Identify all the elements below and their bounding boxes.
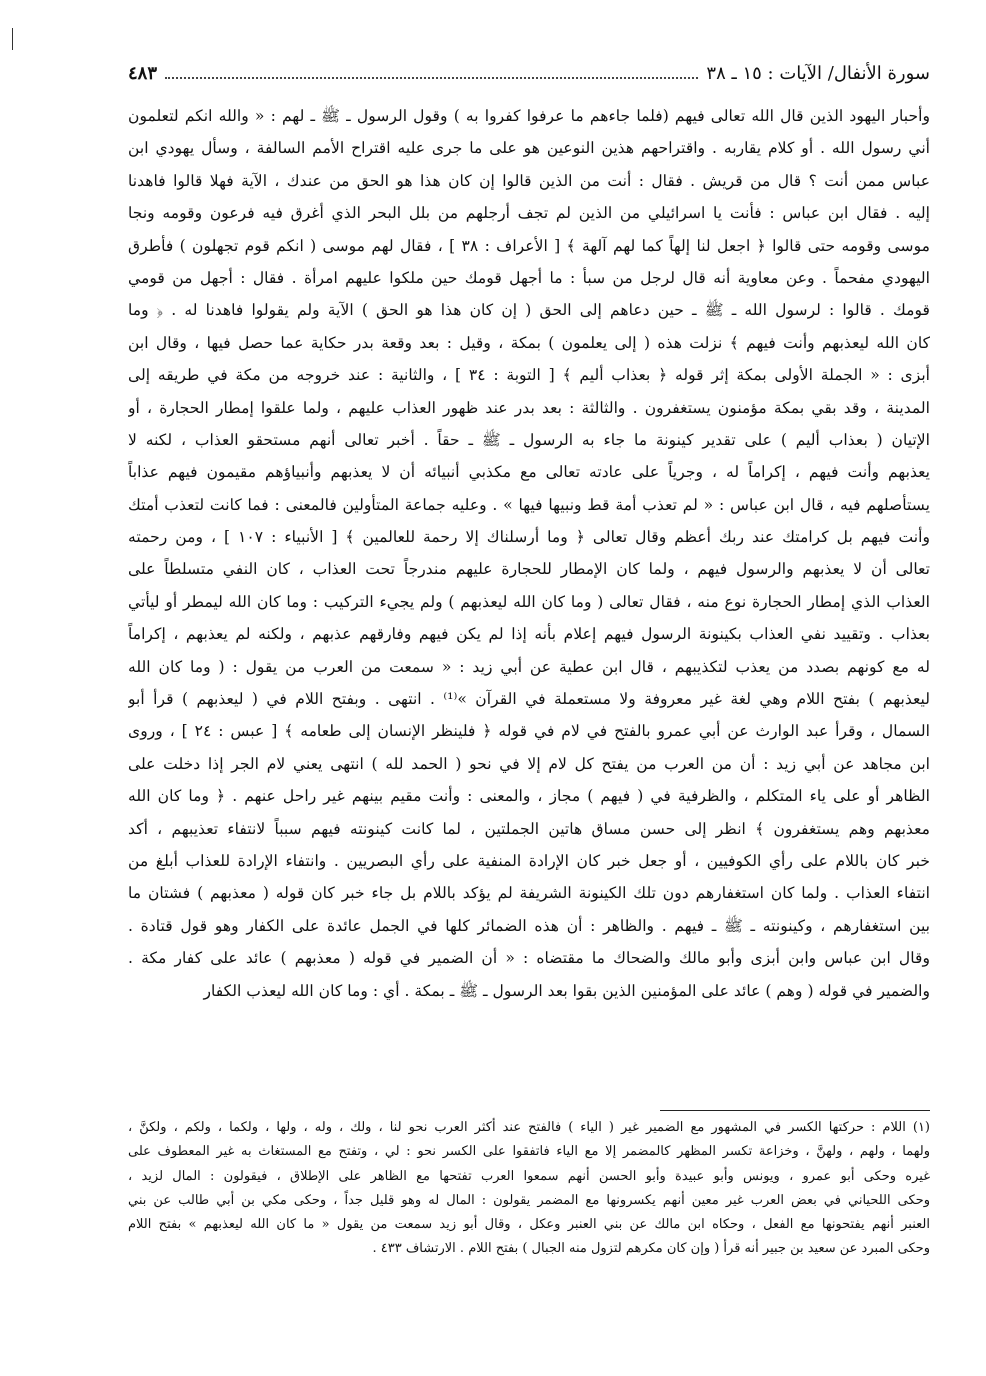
text-line: معذبهم وهم يستغفرون ﴾ انظر إلى حسن مساق هاتين الجملتين ، لما كانت كينونته فيهم سبباً لانتفاء تعذيبهم ، أكد <box>128 819 930 838</box>
text-line: المدينة ، وقد بقي بمكة مؤمنون يستغفرون . والثالثة : بعد بدر عند ظهور العذاب عليهم ، ولما علقوا إمطار الحجارة ، أو <box>128 398 930 417</box>
text-line: السمال ، وقرأ عبد الوارث عن أبي عمرو بالفتح في لام في قوله ﴿ فلينظر الإنسان إلى طعامه ﴾ [ عبس : ٢٤ ] ، وروى <box>128 722 930 741</box>
header-dot-leader <box>165 67 698 79</box>
text-line: موسى وقومه حتى قالوا ﴿ اجعل لنا إلهاً كما لهم آلهة ﴾ [ الأعراف : ٣٨ ] ، فقال لهم موسى ( انكم قوم تجهلون ) فأطرق <box>128 236 930 255</box>
margin-rule <box>12 28 13 50</box>
text-line: الإتيان ( بعذاب أليم ) على تقدير كينونة ما جاء به الرسول ـ ﷺ ـ حقاً . أخبر تعالى أنهم مستحقو العذاب ، لكنه لا <box>128 430 930 449</box>
footnote-line: (١) اللام : حركتها الكسر في المشهور مع الضمير غير ( الياء ) فالفتح عند أكثر العرب نحو لنا ، ولك ، وله ، ولها ، ولكما ، ولكم ، ولكنَّ ، <box>128 1120 930 1135</box>
text-line: إليه . فقال ابن عباس : فأنت يا اسرائيلي من الذين لم تجف أرجلهم من بلل البحر الذي أغرق فيه فرعون وقومه ونجا <box>128 204 930 223</box>
text-line: كان الله ليعذبهم وأنت فيهم ﴾ نزلت هذه ( إلى يعلمون ) بمكة ، وقيل : بعد وقعة بدر حكاية عما حصل فيها ، وقال ابن <box>128 333 930 352</box>
footnote-separator <box>660 1110 930 1111</box>
text-line: يعذبهم وأنت فيهم ، إكراماً له ، وجرياً على عادته تعالى مع مكذبي أنبيائه أن لا يعذبهم وأنبياؤهم مقيمون فيهم عذاباً <box>128 463 930 482</box>
footnotes <box>128 1116 930 1262</box>
page-number: ٤٨٣ <box>128 62 158 84</box>
text-line: الظاهر أو على ياء المتكلم ، والظرفية في ( فيهم ) مجاز ، والمعنى : وأنت مقيم بينهم غير راحل عنهم . ﴿ وما كان الله <box>128 787 930 806</box>
text-line: العذاب الذي إمطار الحجارة نوع منه ، فقال تعالى ( وما كان الله ليعذبهم ) ولم يجيء التركيب : وما كان الله ليمطر أو ليأتي <box>128 592 930 611</box>
text-line: تعالى أن لا يعذبهم والرسول فيهم ، ولما كان الإمطار للحجارة عليهم مندرجاً تحت العذاب ، كان النفي متسلطاً على <box>128 560 930 579</box>
footnote-line: وحكى المبرد عن سعيد بن جبير أنه قرأ ( وإن كان مكرهم لتزول منه الجبال ) بفتح اللام . الارتشاف ٤٣٣ . <box>372 1241 930 1257</box>
text-line: اليهودي مفحماً . وعن معاوية أنه قال لرجل من سبأ : ما أجهل قومك حين ملكوا عليهم امرأة . فقال : أجهل من قومي <box>128 268 930 287</box>
footnote-line: العنبر أنهم يفتحونها مع الفعل ، وحكاه ابن مالك عن بني العنبر وعكل ، وقال أبو زيد سمعت من يقول « ما كان الله ليعذبهم » بفتح اللام <box>128 1217 930 1233</box>
text-line: قومك . قالوا : لرسول الله ـ ﷺ ـ حين دعاهم إلى الحق ( إن كان هذا هو الحق ) الآية ولم يقولوا فاهدنا له . ﴿ وما <box>128 301 930 320</box>
text-line: وأنت فيهم بل كرامتك عند ربك أعظم وقال تعالى ﴿ وما أرسلناك إلا رحمة للعالمين ﴾ [ الأنبياء : ١٠٧ ] ، ومن رحمته <box>128 528 930 547</box>
text-line: له مع كونهم بصدد من يعذب لتكذيبهم ، قال ابن عطية عن أبي زيد : « سمعت من العرب من يقول : ( وما كان الله <box>128 657 930 676</box>
footnote-line: غيره وحكى أبو عمرو ، ويونس وأبو عبيدة وأبو الحسن أنهم سمعوا العرب تفتحها مع الظاهر على الإطلاق ، فيقولون : المال لزيد ، <box>128 1168 930 1184</box>
text-line: بين استغفارهم ، وكينونته ـ ﷺ ـ فيهم . والظاهر : أن هذه الضمائر كلها في الجمل عائدة على الكفار وهو قول قتادة . <box>128 916 930 935</box>
running-header <box>128 58 930 88</box>
main-text <box>128 100 930 1007</box>
text-line: أبزى : « الجملة الأولى بمكة إثر قوله ﴿ بعذاب أليم ﴾ [ التوبة : ٣٤ ] ، والثانية : عند خروجه من مكة في طريقه إلى <box>128 366 930 385</box>
text-line: بعذاب . وتقييد نفي العذاب بكينونة الرسول فيهم إعلام بأنه إذا لم يكن فيهم وفارقهم عذبهم ، ولكنه لم يعذبهم ، إكراماً <box>128 625 930 644</box>
header-title: سورة الأنفال/ الآيات : ١٥ ـ ٣٨ <box>706 62 930 84</box>
text-line: وقال ابن عباس وابن أبزى وأبو مالك والضحاك ما مقتضاه : « أن الضمير في قوله ( معذبهم ) عائد على كفار مكة . <box>128 949 930 968</box>
text-line: أني رسول الله . أو كلام يقاربه . واقتراحهم هذين النوعين هو على ما جرى عليه اقتراح الأمم السالفة ، وسأل يهودي ابن <box>128 139 930 158</box>
text-line: وأحبار اليهود الذين قال الله تعالى فيهم (فلما جاءهم ما عرفوا كفروا به ) وقول الرسول ـ ﷺ ـ لهم : « والله انكم لتعلمون <box>128 107 930 125</box>
text-line: والضمير في قوله ( وهم ) عائد على المؤمنين الذين بقوا بعد الرسول ـ ﷺ ـ بمكة . أي : وما كان الله ليعذب الكفار <box>203 981 930 1000</box>
text-line: عباس ممن أنت ؟ قال من قريش . فقال : أنت من الذين قالوا إن كان هذا هو الحق من عندك ، الآية فهلا قالوا فاهدنا <box>128 171 930 190</box>
text-line: ابن مجاهد عن أبي زيد : أن من العرب من يفتح كل لام إلا في نحو ( الحمد لله ) انتهى يعني لام الجر إذا دخلت على <box>128 754 930 773</box>
text-line: يستأصلهم فيه ، قال ابن عباس : « لم تعذب أمة قط ونبيها فيها » . وعليه جماعة المتأولين فالمعنى : فما كانت لتعذب أمتك <box>128 495 930 514</box>
footnote-line: ولهما ، ولهم ، ولهنَّ ، وخزاعة تكسر المظهر كالمضمر إلا مع الياء فاتفقوا على الكسر نحو : لي ، وتفتح مع المستغاث به غير المعطوف على <box>128 1144 930 1160</box>
text-line: انتفاء العذاب . ولما كان استغفارهم دون تلك الكينونة الشريفة لم يؤكد باللام بل جاء خبر كان قوله ( معذبهم ) فشتان ما <box>128 884 930 903</box>
footnote-line: وحكى اللحياني في بعض العرب غير معين أنهم يكسرونها مع المضمر يقولون : المال له وهو قليل جداً ، وحكى مكي بن أبي طالب عن بني <box>128 1192 930 1208</box>
text-line: خبر كان باللام على رأي الكوفيين ، أو جعل خبر كان الإرادة المنفية على رأي البصريين . وانتفاء الإرادة للعذاب أبلغ من <box>128 851 930 870</box>
text-line: ليعذبهم ) بفتح اللام وهي لغة غير معروفة ولا مستعملة في القرآن »⁽¹⁾ . انتهى . وبفتح اللام في ( ليعذبهم ) قرأ أبو <box>128 690 930 709</box>
